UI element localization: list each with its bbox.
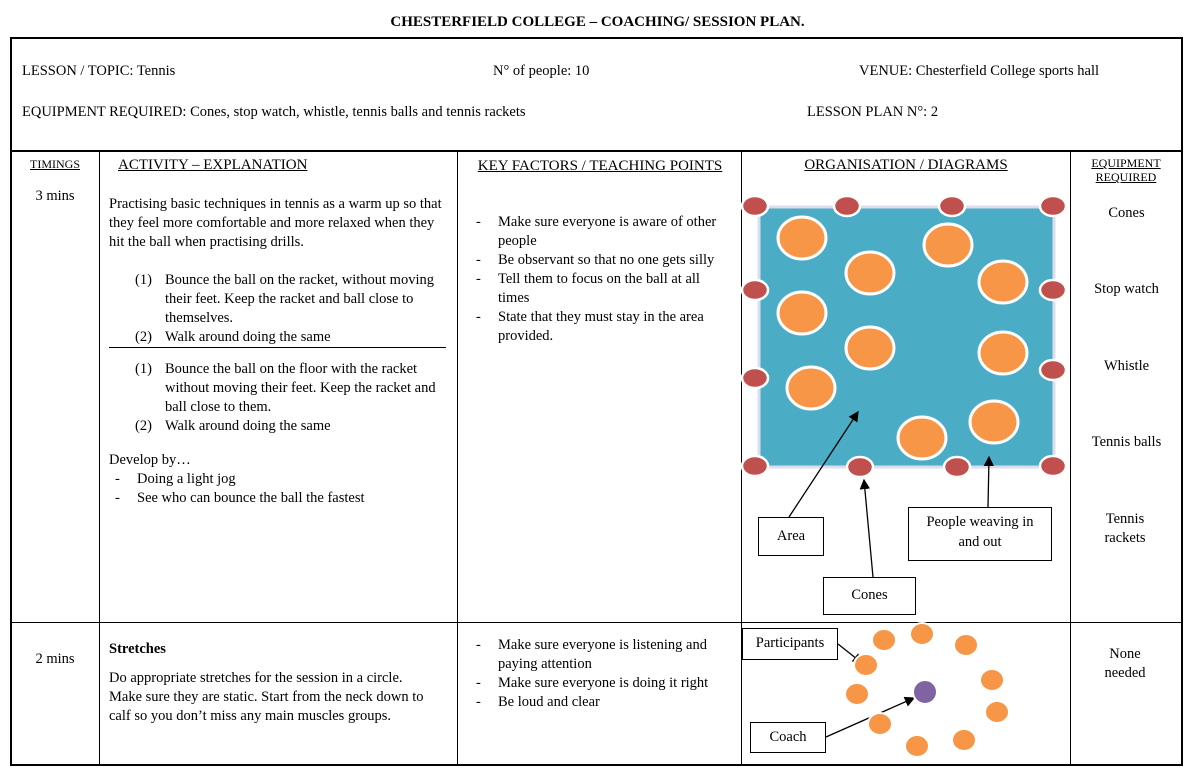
participant-marker [952, 729, 976, 751]
stretches-text: Do appropriate stretches for the session in a circle. Make sure they are static. Start from the neck down to calf so you don’t miss any main muscles groups. [109, 670, 424, 724]
cone-marker [847, 457, 873, 477]
participant-marker [854, 654, 878, 676]
equipment-tennis-rackets: Tennis rackets [1104, 511, 1146, 546]
cone-marker [944, 457, 970, 477]
header-equipment: EQUIPMENT REQUIRED [1091, 156, 1161, 184]
player-marker [924, 224, 972, 266]
document-title: CHESTERFIELD COLLEGE – COACHING/ SESSION PLAN. [390, 14, 805, 30]
player-marker [846, 327, 894, 369]
lesson-plan-number: LESSON PLAN N°: 2 [807, 104, 939, 120]
player-marker [898, 417, 946, 459]
key-point: - Make sure everyone is doing it right [470, 674, 732, 693]
participant-marker [868, 713, 892, 735]
cone-marker [834, 196, 860, 216]
label-cones: Cones [823, 577, 916, 615]
cone-marker [742, 196, 768, 216]
cone-marker [742, 456, 768, 476]
key-point: - Tell them to focus on the ball at all times [470, 270, 732, 308]
row1-timing: 3 mins [35, 188, 75, 204]
label-coach: Coach [750, 722, 826, 753]
venue: VENUE: Chesterfield College sports hall [859, 63, 1100, 79]
player-marker [979, 332, 1027, 374]
participant-marker [910, 623, 934, 645]
player-marker [979, 261, 1027, 303]
arrow-cones [864, 480, 873, 577]
row2-timing: 2 mins [35, 651, 75, 667]
participant-marker [872, 629, 896, 651]
cone-marker [1040, 360, 1066, 380]
equipment-stop-watch: Stop watch [1094, 281, 1159, 297]
label-people-weaving: People weaving in and out [908, 507, 1052, 561]
header-timings: TIMINGS [30, 157, 80, 171]
activity-intro: Practising basic techniques in tennis as a warm up so that they feel more comfortable and more relaxed when they hit the ball when practising drills. [109, 196, 442, 250]
drill-item: (2) Walk around doing the same [135, 418, 331, 434]
equipment-tennis-balls: Tennis balls [1091, 434, 1162, 450]
drill-item: (1) Bounce the ball on the floor with the racket without moving their feet. Keep the racket and ball close to them. [135, 361, 436, 415]
participant-marker [985, 701, 1009, 723]
cone-marker [742, 280, 768, 300]
player-marker [970, 401, 1018, 443]
participant-marker [845, 683, 869, 705]
drill-item: (2) Walk around doing the same [135, 329, 331, 345]
cone-marker [1040, 280, 1066, 300]
cone-marker [1040, 456, 1066, 476]
key-point: - State that they must stay in the area provided. [470, 308, 732, 346]
player-marker [787, 367, 835, 409]
key-point: - Be observant so that no one gets silly [470, 251, 732, 270]
develop-item: - Doing a light jog [109, 470, 451, 489]
player-marker [778, 292, 826, 334]
equipment-required: EQUIPMENT REQUIRED: Cones, stop watch, whistle, tennis balls and tennis rackets [22, 104, 526, 120]
equipment-cones: Cones [1108, 205, 1145, 221]
cone-marker [939, 196, 965, 216]
key-point: - Make sure everyone is listening and paying attention [470, 636, 732, 674]
develop-heading: Develop by… [109, 452, 191, 468]
lesson-topic: LESSON / TOPIC: Tennis [22, 63, 176, 79]
header-activity: ACTIVITY – EXPLANATION [118, 157, 308, 173]
participant-marker [980, 669, 1004, 691]
key-point: - Make sure everyone is aware of other people [470, 213, 732, 251]
cone-marker [742, 368, 768, 388]
number-of-people: N° of people: 10 [493, 63, 590, 79]
drill-item: (1) Bounce the ball on the racket, without moving their feet. Keep the racket and ball close to themselves. [135, 272, 434, 326]
player-marker [846, 252, 894, 294]
stretches-heading: Stretches [109, 641, 166, 657]
key-point: - Be loud and clear [470, 693, 732, 712]
participant-marker [954, 634, 978, 656]
equipment-whistle: Whistle [1103, 358, 1150, 374]
label-area: Area [758, 517, 824, 556]
equipment-none: None needed [1104, 646, 1146, 681]
coach-marker [913, 680, 937, 704]
header-organisation: ORGANISATION / DIAGRAMS [804, 157, 1008, 173]
label-participants: Participants [742, 628, 838, 660]
participant-marker [905, 735, 929, 757]
develop-item: - See who can bounce the ball the fastest [109, 489, 451, 508]
header-key-factors: KEY FACTORS / TEACHING POINTS [477, 158, 723, 174]
player-marker [778, 217, 826, 259]
cone-marker [1040, 196, 1066, 216]
